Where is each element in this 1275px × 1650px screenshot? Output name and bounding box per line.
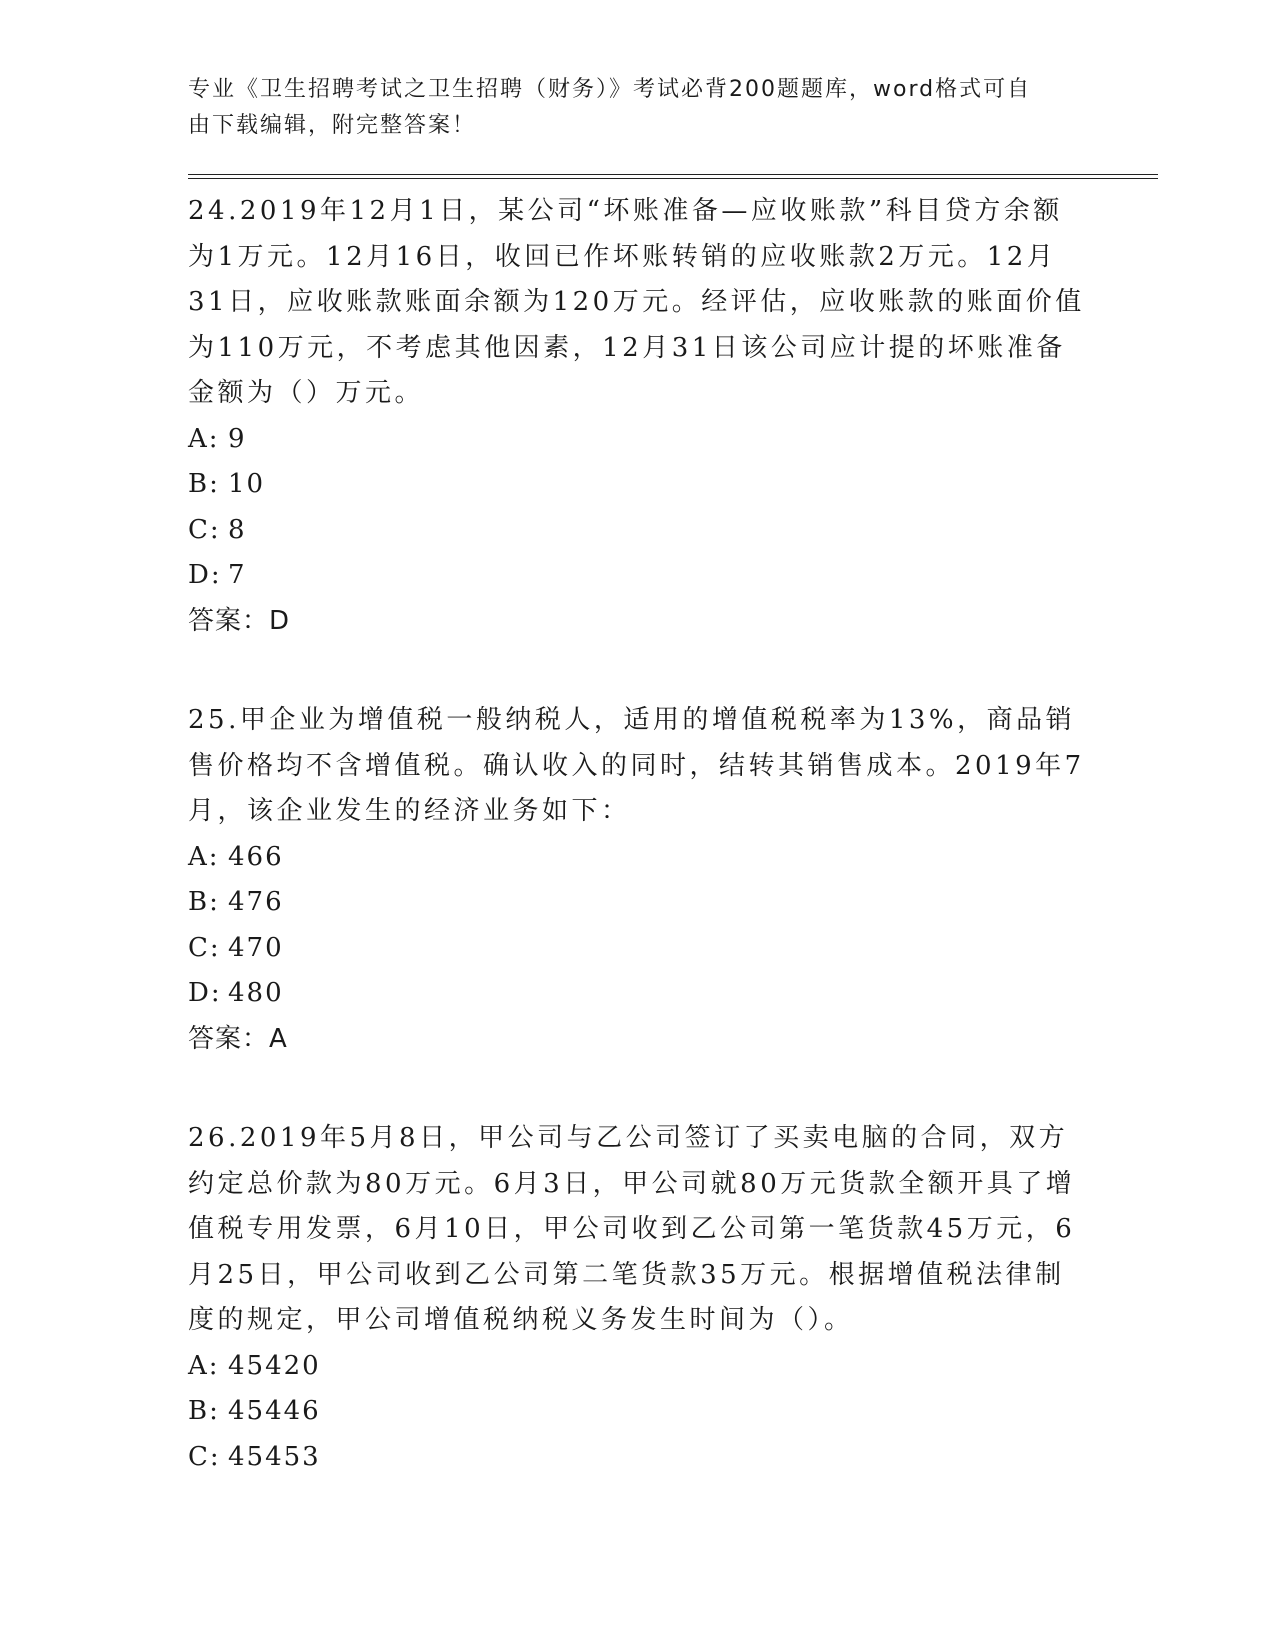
header-divider: [188, 174, 1158, 179]
option-letter: C:: [188, 932, 221, 963]
header-title-line-1: 专业《卫生招聘考试之卫生招聘（财务）》考试必背200题题库，word格式可自: [188, 77, 1032, 102]
document-page: [188, 72, 1158, 1480]
option-c: [188, 508, 1158, 554]
option-text: 480: [228, 978, 284, 1008]
option-letter: C:: [188, 1441, 221, 1472]
option-letter: B:: [188, 469, 220, 499]
option-text: 7: [228, 560, 247, 590]
option-letter: A:: [188, 423, 220, 454]
option-text: 45446: [228, 1396, 321, 1426]
question-stem: 26.2019年5月8日，甲公司与乙公司签订了买卖电脑的合同，双方约定总价款为80万元。6月3日，甲公司就80万元货款全额开具了增值税专用发票，6月10日，甲公司收到乙公司第一笔货款45万元，6月25日，甲公司收到乙公司第二笔货款35万元。根据增值税法律制度的规定，甲公司增值税纳税义务发生时间为（）。: [188, 1123, 1076, 1335]
answer-line: 答案：A: [188, 1023, 288, 1054]
option-text: 476: [228, 887, 284, 917]
option-text: 45453: [228, 1441, 321, 1472]
option-b: [188, 880, 1158, 926]
option-letter: A:: [188, 841, 220, 872]
option-text: 8: [228, 514, 247, 545]
option-a: [188, 417, 1158, 463]
option-b: [188, 462, 1158, 508]
question-stem: 25.甲企业为增值税一般纳税人，适用的增值税税率为13%，商品销售价格均不含增值税。确认收入的同时，结转其销售成本。2019年7月，该企业发生的经济业务如下：: [188, 705, 1085, 826]
option-a: [188, 835, 1158, 881]
header-title-line-2: 由下载编辑，附完整答案！: [188, 113, 477, 138]
question-25: [188, 698, 1158, 1062]
option-text: 470: [228, 932, 284, 963]
option-c: [188, 1435, 1158, 1481]
option-d: [188, 971, 1158, 1017]
answer-line: 答案：D: [188, 605, 291, 636]
question-24: [188, 189, 1158, 644]
question-stem: 24.2019年12月1日，某公司“坏账准备—应收账款”科目贷方余额为1万元。12月16日，收回已作坏账转销的应收账款2万元。12月31日，应收账款账面余额为120万元。经评估，应收账款的账面价值为110万元，不考虑其他因素，12月31日该公司应计提的坏账准备金额为（）万元。: [188, 196, 1085, 408]
option-letter: A:: [188, 1350, 220, 1381]
option-c: [188, 926, 1158, 972]
option-a: [188, 1344, 1158, 1390]
option-text: 9: [228, 423, 247, 454]
option-letter: C:: [188, 514, 221, 545]
option-text: 466: [228, 841, 284, 872]
option-d: [188, 553, 1158, 599]
option-b: [188, 1389, 1158, 1435]
document-header: [188, 72, 1068, 144]
option-letter: D:: [188, 560, 222, 590]
option-letter: B:: [188, 887, 220, 917]
option-text: 10: [228, 469, 266, 499]
question-26: [188, 1116, 1158, 1480]
option-text: 45420: [228, 1350, 321, 1381]
option-letter: D:: [188, 978, 222, 1008]
option-letter: B:: [188, 1396, 220, 1426]
